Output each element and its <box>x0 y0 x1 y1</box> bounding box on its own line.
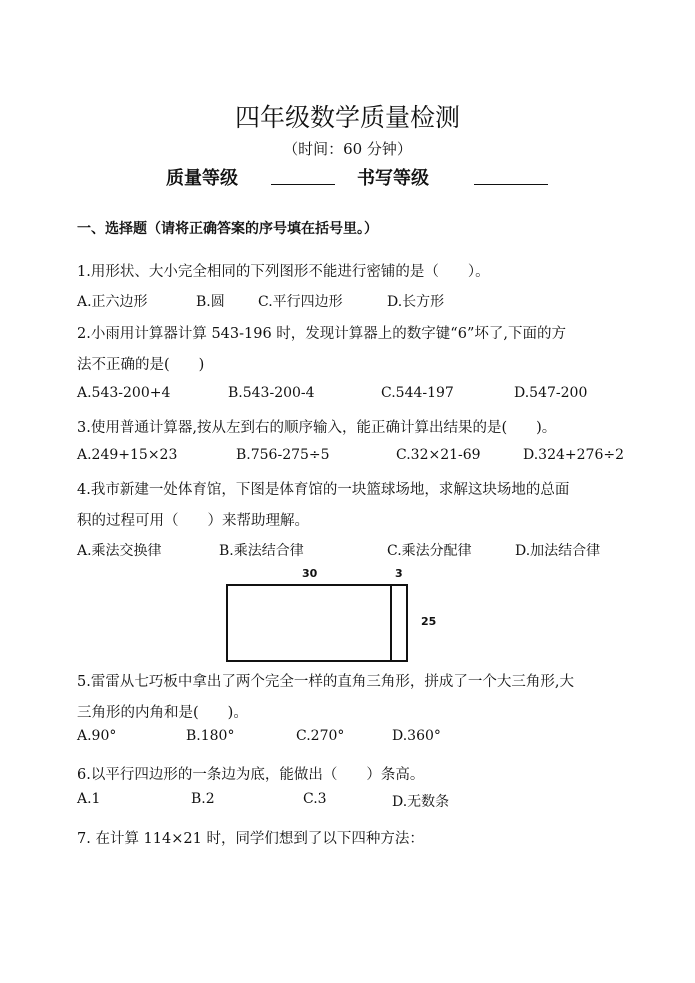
question-6-option-b: B.2 <box>191 791 215 807</box>
question-5-option-c: C.270° <box>296 728 345 744</box>
question-1-option-d: D.长方形 <box>387 294 445 310</box>
question-3-option-b: B.756-275÷5 <box>236 447 330 463</box>
question-4-option-d: D.加法结合律 <box>515 543 601 559</box>
question-5-option-b: B.180° <box>186 728 235 744</box>
question-2-text-line-1: 2.小雨用计算器计算 543-196 时，发现计算器上的数字键“6”坏了,下面的方 <box>77 326 566 342</box>
question-4-option-a: A.乘法交换律 <box>77 543 162 559</box>
section-heading: 一、选择题（请将正确答案的序号填在括号里。） <box>77 221 378 237</box>
question-5-option-d: D.360° <box>392 728 441 744</box>
question-5-text-line-2: 三角形的内角和是( )。 <box>77 705 248 721</box>
quality-grade-blank <box>271 184 335 185</box>
question-4-option-b: B.乘法结合律 <box>219 543 304 559</box>
question-1-option-a: A.正六边形 <box>77 294 148 310</box>
question-2-text-line-2: 法不正确的是( ) <box>77 357 205 373</box>
question-5-text-line-1: 5.雷雷从七巧板中拿出了两个完全一样的直角三角形，拼成了一个大三角形,大 <box>77 674 574 690</box>
question-6-option-d: D.无数条 <box>392 794 450 810</box>
court-outer-rect <box>227 585 407 661</box>
question-2-option-b: B.543-200-4 <box>228 385 315 401</box>
court-diagram <box>226 584 408 662</box>
question-2-option-d: D.547-200 <box>514 385 588 401</box>
figure-label-3: 3 <box>395 567 403 580</box>
question-4-text-line-1: 4.我市新建一处体育馆，下图是体育馆的一块篮球场地，求解这块场地的总面 <box>77 482 570 498</box>
question-4-text-line-2: 积的过程可用（ ）来帮助理解。 <box>77 513 309 529</box>
question-6-text: 6.以平行四边形的一条边为底，能做出（ ）条高。 <box>77 767 425 783</box>
question-3-option-c: C.32×21-69 <box>396 447 481 463</box>
figure-label-30: 30 <box>302 567 318 580</box>
question-4-option-c: C.乘法分配律 <box>387 543 472 559</box>
writing-grade-label: 书写等级 <box>357 168 429 189</box>
question-1-text: 1.用形状、大小完全相同的下列图形不能进行密铺的是（ ）。 <box>77 264 490 280</box>
question-2-option-c: C.544-197 <box>381 385 454 401</box>
question-3-text: 3.使用普通计算器,按从左到右的顺序输入，能正确计算出结果的是( )。 <box>77 420 557 436</box>
figure-label-25: 25 <box>421 615 437 628</box>
page-title: 四年级数学质量检测 <box>234 103 460 132</box>
time-limit: （时间：60 分钟） <box>283 140 412 158</box>
quality-grade-label: 质量等级 <box>166 168 238 189</box>
question-6-option-c: C.3 <box>303 791 327 807</box>
writing-grade-blank <box>474 184 548 185</box>
question-3-option-d: D.324+276÷2 <box>523 447 624 463</box>
question-3-option-a: A.249+15×23 <box>77 447 178 463</box>
question-5-option-a: A.90° <box>77 728 117 744</box>
question-6-option-a: A.1 <box>77 791 101 807</box>
question-1-option-c: C.平行四边形 <box>258 294 343 310</box>
question-2-option-a: A.543-200+4 <box>77 385 171 401</box>
question-1-option-b: B.圆 <box>196 294 225 310</box>
question-7-text: 7. 在计算 114×21 时，同学们想到了以下四种方法： <box>77 831 424 847</box>
